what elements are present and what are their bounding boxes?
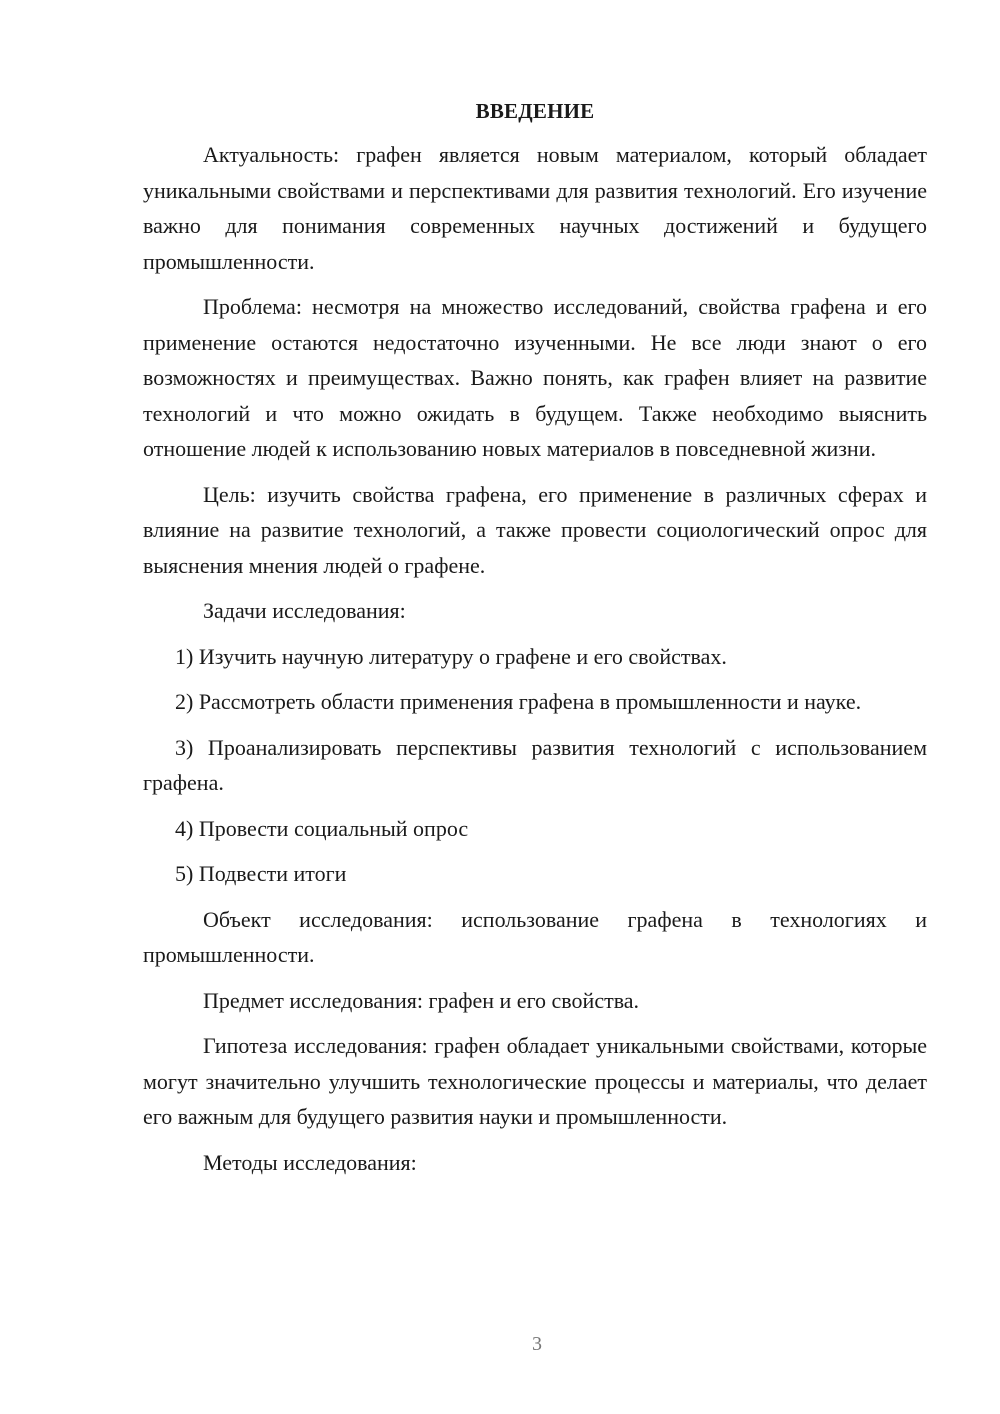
- paragraph-object: Объект исследования: использование графена в технологиях и промышленности.: [143, 906, 927, 967]
- section-title: ВВЕДЕНИЕ: [475, 99, 595, 123]
- paragraph-relevance: Актуальность: графен является новым материалом, который обладает уникальными свойствами и перспективами для развития технологий. Его изучение важно для понимания современных научных достижений и будущего промышленности.: [143, 142, 927, 274]
- paragraph-methods: Методы исследования:: [203, 1149, 417, 1175]
- task-item-5: 5) Подвести итоги: [175, 861, 347, 886]
- paragraph-hypothesis: Гипотеза исследования: графен обладает уникальными свойствами, которые могут значительно улучшить технологические процессы и материалы, что делает его важным для будущего развития науки и промышленности.: [143, 1033, 927, 1129]
- task-item-4: 4) Провести социальный опрос: [175, 815, 469, 841]
- task-item-1: 1) Изучить научную литературу о графене и его свойствах.: [175, 643, 727, 669]
- task-item-2: 2) Рассмотреть области применения графена в промышленности и науке.: [175, 689, 862, 714]
- page-number: 3: [532, 1333, 542, 1355]
- page-content: [143, 95, 927, 1190]
- task-item-3: 3) Проанализировать перспективы развития технологий с использованием графена.: [143, 734, 927, 795]
- paragraph-problem: Проблема: несмотря на множество исследований, свойства графена и его применение остаются недостаточно изученными. Не все люди знают о его возможностях и преимуществах. Важно понять, как графен влияет на развитие технологий и что можно ожидать в будущем. Также необходимо выяснить отношение людей к использованию новых материалов в повседневной жизни.: [143, 294, 927, 461]
- paragraph-subject: Предмет исследования: графен и его свойства.: [203, 987, 640, 1013]
- paragraph-goal: Цель: изучить свойства графена, его применение в различных сферах и влияние на развитие технологий, а также провести социологический опрос для выяснения мнения людей о графене.: [143, 481, 927, 578]
- paragraph-tasks-heading: Задачи исследования:: [203, 598, 406, 623]
